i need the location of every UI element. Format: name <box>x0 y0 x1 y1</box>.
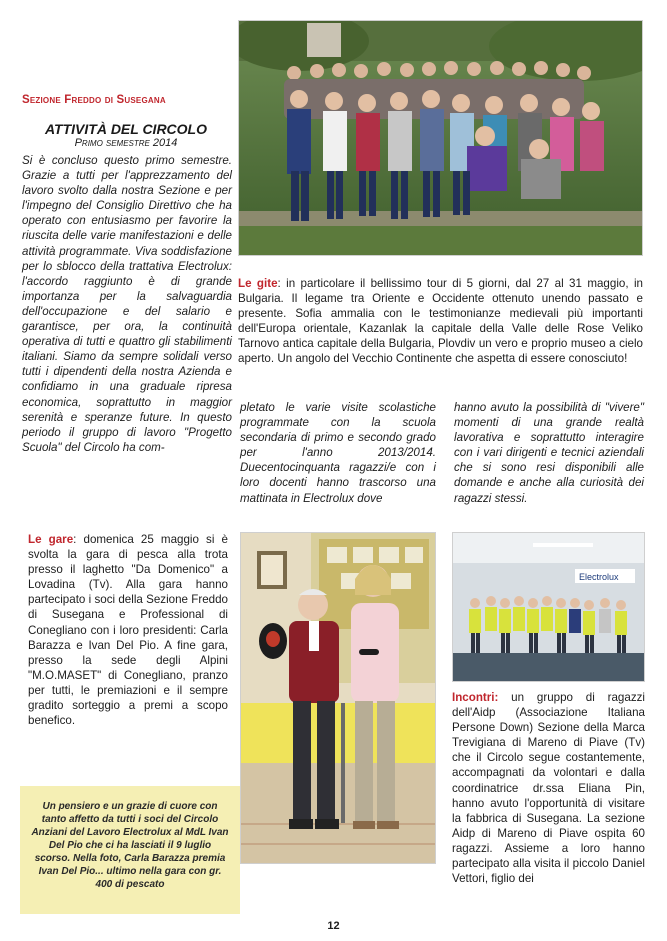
section-header: Sezione Freddo di Susegana <box>22 94 166 106</box>
group-photo-illustration <box>239 21 643 256</box>
electrolux-sign: Electrolux <box>579 572 619 582</box>
gite-body: : in particolare il bellissimo tour di 5 giorni, dal 27 al 31 maggio, in Bulgaria. Il legame tra Oriente e Occidente ottenuto unendo passato e presente. Sofia ammalia con le testimonianze medievali più importanti dell'Europa orientale, Kazanlak la capitale della Valle delle Rose Veliko Tarnovo antica capitale della Bulgaria, Plovdiv un vero e proprio museo a cielo aperto. Un angolo del Vecchio Continente che aspetta di essere conosciuto! <box>238 277 643 366</box>
award-photo-illustration <box>241 533 436 864</box>
incontri-paragraph <box>452 690 645 886</box>
article-title: ATTIVITÀ DEL CIRCOLO <box>44 121 208 137</box>
memorial-caption: Un pensiero e un grazie di cuore con tanto affetto da tutti i soci del Circolo Anziani del Lavoro Electrolux al MdL Ivan Del Pio che ci ha lasciati il 9 luglio scorso. Nella foto, Carla Barazza premia Ivan Del Pio... ultimo nella gara con gr. 400 di pescato <box>31 801 229 890</box>
scuola-paragraph-middle: pletato le varie visite scolastiche programmate con la scuola secondaria di primo e secondo grado per l'anno 2013/2014. Duecentocinquanta ragazzi/e con i loro docenti hanno trascorso una mattinata in Electrolux dove <box>240 401 436 505</box>
gare-paragraph <box>28 532 228 728</box>
gare-body: : domenica 25 maggio si è svolta la gara di pesca alla trota presso il laghetto "Da Domenico" a Lovadina (Tv). Alla gara hanno partecipato i soci della Sezione Freddo di Susegana e Professional di Conegliano con i loro presidenti: Carla Barazza e Ivan Del Pio. A fine gara, presso la sede degli Alpini "M.O.MASET" di Conegliano, pranzo per tutti, le premiazioni e il sempre gradito sorteggio a premi a scopo benefico. <box>28 533 228 728</box>
article-subtitle: Primo semestre 2014 <box>74 137 178 149</box>
visit-photo-illustration <box>453 533 645 682</box>
incontri-body: un gruppo di ragazzi dell'Aidp (Associazione Italiana Persone Down) Sezione della Marca Trevigiana di Mareno di Piave (Tv) che il Circolo segue costantemente, accompagnati da volontari e dalla coordinatrice dr.ssa Eliana Pin, hanno avuto l'opportunità di visitare la fabbrica di Susegana. La sezione Aidp di Mareno di Piave ospita 60 ragazzi. Assieme a loro hanno partecipato alla visita il piccolo Daniel Vettori, figlio dei <box>452 691 645 886</box>
award-photo <box>240 532 436 864</box>
visit-photo <box>452 532 645 682</box>
gite-paragraph <box>238 276 643 367</box>
page-number: 12 <box>327 920 340 932</box>
intro-paragraph: Si è concluso questo primo semestre. Grazie a tutti per l'apprezzamento del lavoro svolto dalla nostra Sezione e per l'impegno del Consiglio Direttivo che ha operato con entusiasmo per favorire la riuscita delle varie manifestazioni e delle attività programmate. Viva soddisfazione per lo sblocco della trattativa Electrolux: l'accordo raggiunto è di grande importanza per la salvaguardia dell'occupazione e del salario e garantisce, per ora, la continuità operativa di tutti e quattro gli stabilimenti italiani. Siamo da sempre solidali verso tutti i dipendenti della nostra Azienda e confidiamo in una graduale ripresa economica, soprattutto in maggior serenità e speranze future. In questo periodo il gruppo di lavoro "Progetto Scuola" del Circolo ha com- <box>22 154 232 454</box>
scuola-paragraph-right: hanno avuto la possibilità di "vivere" momenti di una grande realtà lavorativa e soprattutto interagire con i vari dirigenti e tecnici aziendali che si sono resi disponibili alle domande e anche alla curiosità dei ragazzi stessi. <box>454 401 644 505</box>
incontri-lead: Incontri: <box>452 691 499 704</box>
gare-lead: Le gare <box>28 533 74 546</box>
group-photo-bulgaria <box>238 20 643 256</box>
gite-lead: Le gite <box>238 277 278 290</box>
